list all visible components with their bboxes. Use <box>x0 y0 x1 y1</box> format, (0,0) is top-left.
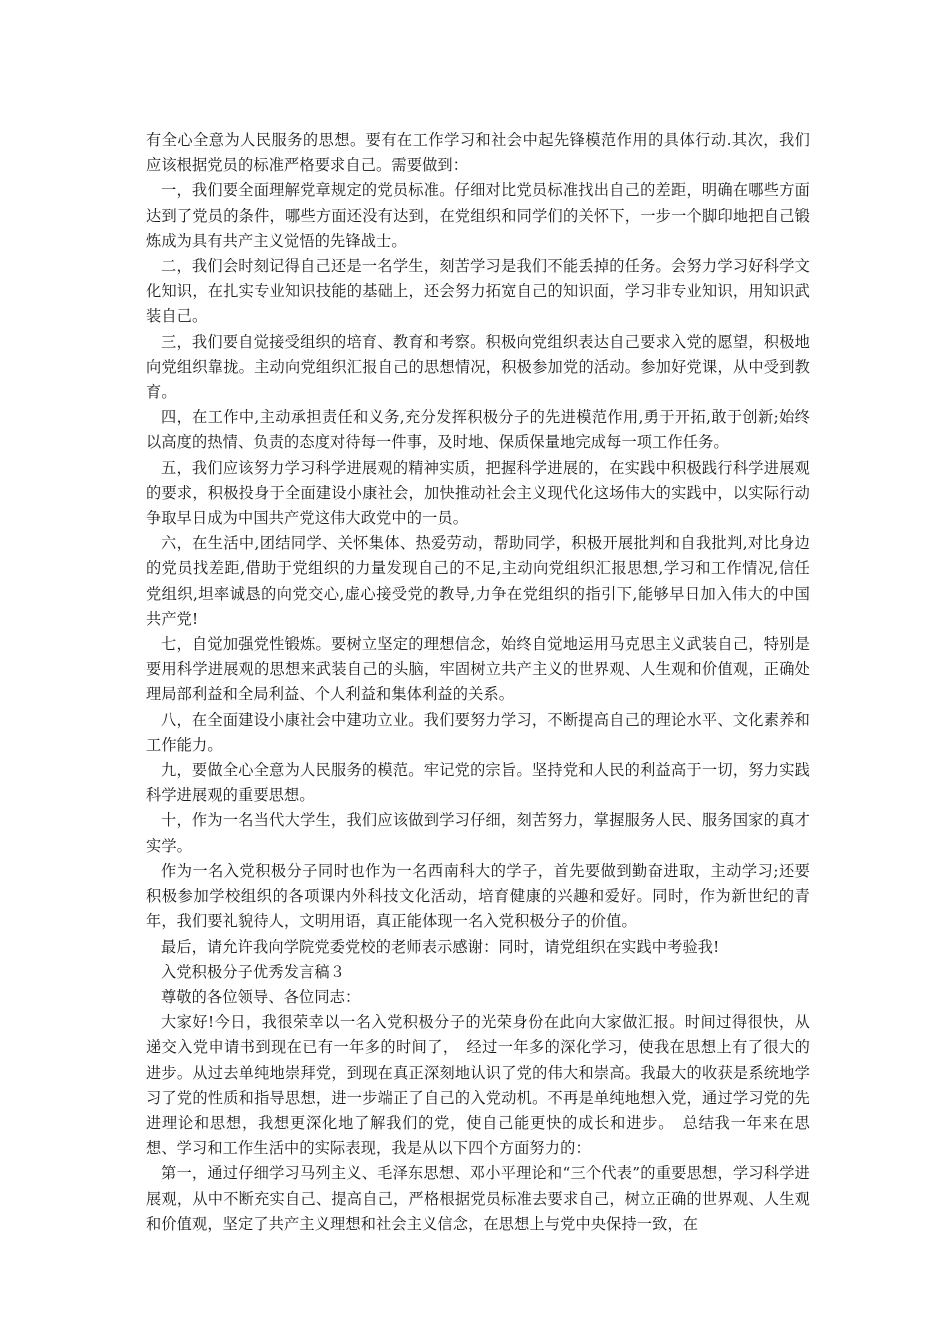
paragraph-item-1: 一，我们要全面理解党章规定的党员标准。仔细对比党员标准找出自己的差距，明确在哪些方面达到了党员的条件，哪些方面还没有达到，在党组织和同学们的关怀下，一步一个脚印地把自己锻炼成为具有共产主义觉悟的先锋战士。 <box>146 181 810 250</box>
paragraph-item-6: 六，在生活中,团结同学、关怀集体、热爱劳动，帮助同学，积极开展批判和自我批判,对比身边的党员找差距,借助于党组织的力量发现自己的不足,主动向党组织汇报思想,学习和工作情况,信任党组织,坦率诚恳的向党交心,虚心接受党的教导,力争在党组织的指引下,能够早日加入伟大的中国共产党! <box>146 534 810 628</box>
paragraph-item-4: 四，在工作中,主动承担责任和义务,充分发挥积极分子的先进模范作用,勇于开拓,敢于创新;始终以高度的热情、负责的态度对待每一件事，及时地、保质保量地完成每一项工作任务。 <box>146 408 810 452</box>
paragraph-intro: 有全心全意为人民服务的思想。要有在工作学习和社会中起先锋模范作用的具体行动.其次，我们应该根据党员的标准严格要求自己。需要做到： <box>146 131 810 175</box>
paragraph-item-9: 九，要做全心全意为人民服务的模范。牢记党的宗旨。坚持党和人民的利益高于一切，努力实践科学进展观的重要思想。 <box>146 761 810 805</box>
paragraph-item-10: 十，作为一名当代大学生，我们应该做到学习仔细，刻苦努力，掌握服务人民、服务国家的真才实学。 <box>146 811 810 855</box>
section-heading: 入党积极分子优秀发言稿３ <box>161 962 346 981</box>
paragraph-closing: 最后，请允许我向学院党委党校的老师表示感谢：同时，请党组织在实践中考验我! <box>161 937 720 956</box>
paragraph-item-7: 七，自觉加强党性锻炼。要树立坚定的理想信念，始终自觉地运用马克思主义武装自己，特别是要用科学进展观的思想来武装自己的头脑，牢固树立共产主义的世界观、人生观和价值观，正确处理局部利益和全局利益、个人利益和集体利益的关系。 <box>146 635 810 704</box>
paragraph-summary: 作为一名入党积极分子同时也作为一名西南科大的学子，首先要做到勤奋进取，主动学习;还要积极参加学校组织的各项课内外科技文化活动，培育健康的兴趣和爱好。同时，作为新世纪的青年，我们要礼貌待人，文明用语，真正能体现一名入党积极分子的价值。 <box>146 861 810 931</box>
paragraph-item-2: 二，我们会时刻记得自己还是一名学生，刻苦学习是我们不能丢掉的任务。会努力学习好科学文化知识，在扎实专业知识技能的基础上，还会努力拓宽自己的知识面，学习非专业知识，用知识武装自己。 <box>146 257 810 326</box>
paragraph-greeting: 大家好!今日，我很荣幸以一名入党积极分子的光荣身份在此向大家做汇报。时间过得很快，从递交入党申请书到现在已有一年多的时间了， 经过一年多的深化学习，使我在思想上有了很大的进步。从过去单纯地崇拜党，到现在真正深刻地认识了党的伟大和崇高。我最大的收获是系统地学习了党的性质和指导思想，进一步端正了自己的入党动机。不再是单纯地想入党，通过学习党的先进理论和思想，我想更深化地了解我们的党，使自己能更快的成长和进步。 总结我一年来在思想、学习和工作生活中的实际表现，我是从以下四个方面努力的： <box>146 1013 810 1158</box>
paragraph-item-3: 三，我们要自觉接受组织的培育、教育和考察。积极向党组织表达自己要求入党的愿望，积极地向党组织靠拢。主动向党组织汇报自己的思想情况，积极参加党的活动。参加好党课，从中受到教育。 <box>146 332 810 402</box>
paragraph-item-5: 五，我们应该努力学习科学进展观的精神实质，把握科学进展的，在实践中积极践行科学进展观的要求，积极投身于全面建设小康社会，加快推动社会主义现代化这场伟大的实践中，以实际行动争取早日成为中国共产党这伟大政党中的一员。 <box>146 458 810 528</box>
paragraph-first-point: 第一，通过仔细学习马列主义、毛泽东思想、邓小平理论和“三个代表”的重要思想，学习科学进展观，从中不断充实自己、提高自己，严格根据党员标准去要求自己，树立正确的世界观、人生观和价值观，坚定了共产主义理想和社会主义信念，在思想上与党中央保持一致，在 <box>146 1164 810 1233</box>
paragraph-item-8: 八，在全面建设小康社会中建功立业。我们要努力学习，不断提高自己的理论水平、文化素养和工作能力。 <box>146 710 810 754</box>
salutation: 尊敬的各位领导、各位同志： <box>161 987 361 1006</box>
document-body <box>146 128 810 1237</box>
